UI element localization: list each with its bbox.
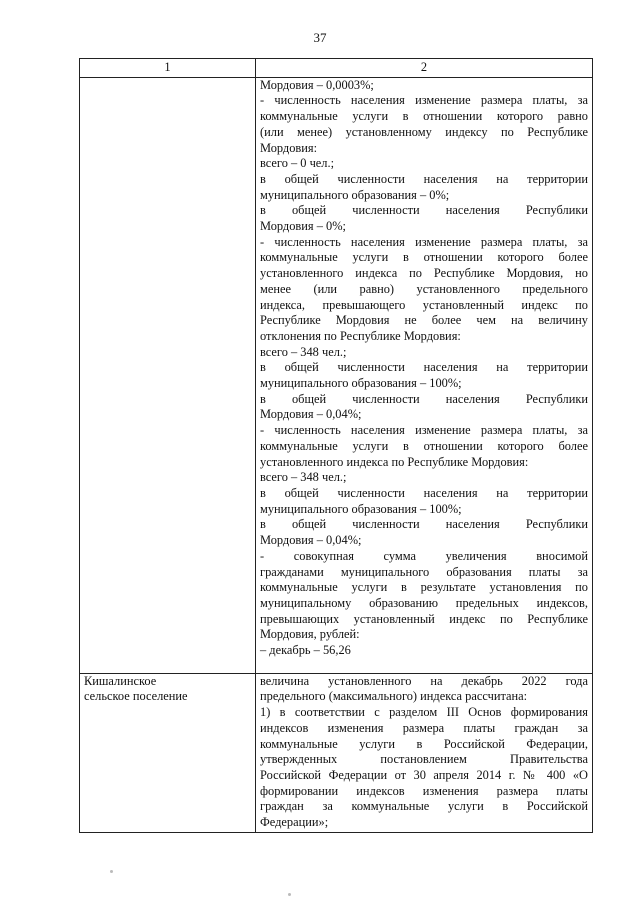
text-line: индексов изменения размера платы граждан за [260,720,588,735]
text-line: в общей численности населения Республики [260,517,588,532]
text-line: формировании индексов изменения размера платы [260,783,588,798]
text-line: коммунальные услуги в отношении которого более [260,250,588,265]
text-line: Республике Мордовия не более чем на величину [260,313,588,328]
text-line: Федерации»; [260,815,329,830]
text-line: Мордовия: [260,140,318,155]
text-line: - численность населения изменение размера платы, за [260,423,588,438]
table-cell-description [256,77,593,673]
text-line: всего – 348 чел.; [260,344,347,359]
text-line: в общей численности населения на территории [260,360,588,375]
text-line: всего – 348 чел.; [260,470,347,485]
text-line: коммунальные услуги в результате установления по [260,580,588,595]
text-line: Мордовия – 0,04%; [260,533,362,548]
text-line: менее (или равно) установленного предельного [260,281,588,296]
text-line: Мордовия, рублей: [260,627,360,642]
text-line: коммунальные услуги в отношении которого более [260,438,588,453]
text-line: коммунальные услуги в Российской Федерации, [260,736,588,751]
text-line: в общей численности населения на территории [260,171,588,186]
text-line: Мордовия – 0%; [260,219,346,234]
scan-mark [110,870,113,873]
text-line: в общей численности населения Республики [260,391,588,406]
text-line: коммунальные услуги в отношении которого равно [260,109,588,124]
text-line: Кишалинское [84,673,157,688]
text-line: индекса, превышающего установленный индекс по [260,297,588,312]
text-line: муниципальному образованию предельных индексов, [260,595,588,610]
text-line: Российской Федерации от 30 апреля 2014 г. № 400 «О [260,767,588,782]
text-line: - совокупная сумма увеличения вносимой [260,548,588,563]
text-line: всего – 0 чел.; [260,156,335,171]
table-row [80,77,593,673]
column-header-1: 1 [80,59,256,78]
text-line: утвержденных постановлением Правительства [260,752,588,767]
text-line: 1) в соответствии с разделом III Основ формирования [260,705,588,720]
text-line: сельское поселение [84,689,188,704]
text-line: величина установленного на декабрь 2022 года [260,673,588,688]
scan-mark [288,893,291,896]
table-header-row [80,59,593,78]
text-line: муниципального образования – 100%; [260,376,462,391]
text-line: граждан за коммунальные услуги в Российской [260,799,588,814]
text-line: в общей численности населения на территории [260,485,588,500]
text-line: муниципального образования – 100%; [260,501,462,516]
text-line: (или менее) установленному индексу по Республике [260,124,588,139]
text-line: Мордовия – 0,0003%; [260,77,374,92]
table-row [80,673,593,832]
text-line: гражданами муниципального образования платы за [260,564,588,579]
text-line: в общей численности населения Республики [260,203,588,218]
table-cell-description [256,673,593,832]
table-cell-municipality [80,77,256,673]
text-line: - численность населения изменение размера платы, за [260,93,588,108]
text-line: - численность населения изменение размера платы, за [260,234,588,249]
text-line: – декабрь – 56,26 [260,643,351,658]
page-number: 37 [313,30,327,45]
text-line: отклонения по Республике Мордовия: [260,328,461,343]
text-line: превышающих установленный индекс по Республике [260,611,588,626]
column-header-2: 2 [256,59,593,78]
table-cell-municipality [80,673,256,832]
document-table [79,58,593,833]
text-line: установленного индекса по Республике Мордовия, но [260,266,588,281]
text-line: муниципального образования – 0%; [260,187,450,202]
text-line: предельного (максимального) индекса рассчитана: [260,689,528,704]
text-line: Мордовия – 0,04%; [260,407,362,422]
text-line: установленного индекса по Республике Мордовия: [260,454,529,469]
